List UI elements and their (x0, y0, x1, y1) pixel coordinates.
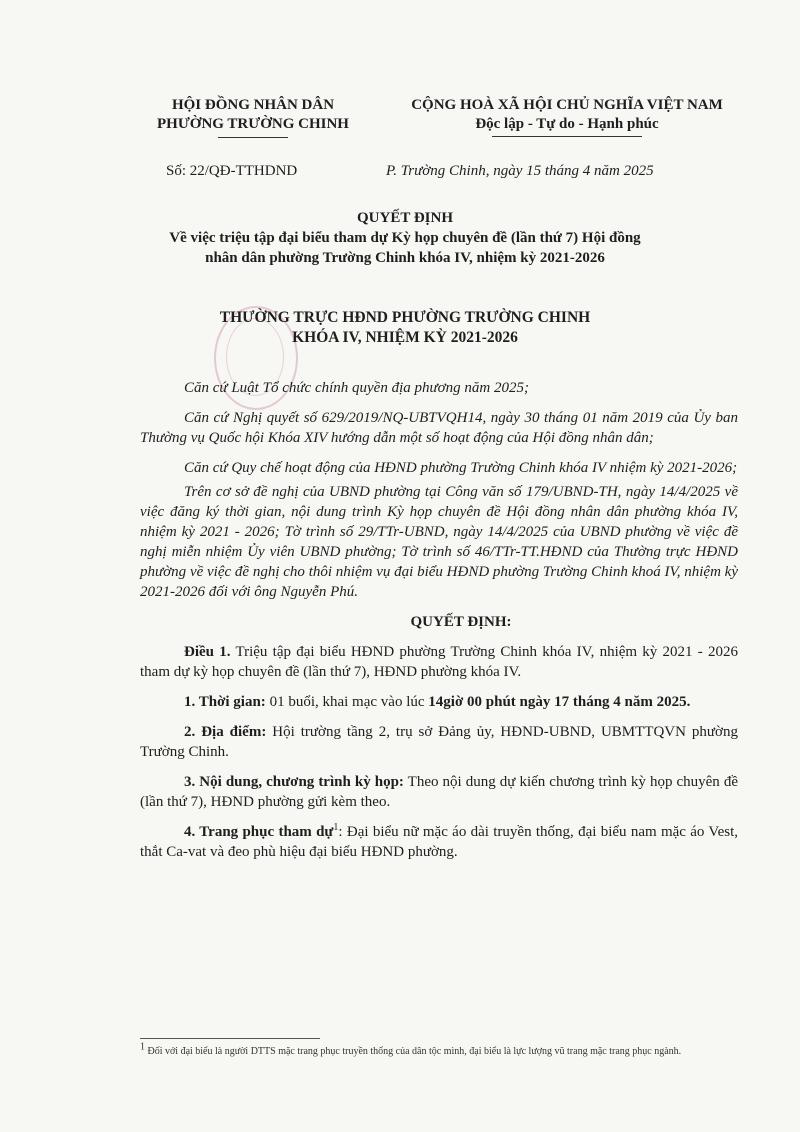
footnote-text: Đối với đại biểu là người DTTS mặc trang phục truyền thống của dân tộc mình, đại biểu là lực lượng vũ trang mặc trang phục ngành. (145, 1046, 682, 1057)
item-time-bold: 14giờ 00 phút ngày 17 tháng 4 năm 2025. (428, 694, 691, 710)
issuing-agency-header (128, 96, 378, 138)
item-place-text: Hội trường tầng 2, trụ sở Đảng ủy, HĐND-UBND, UBMTTQVN phường Trường Chinh. (140, 724, 738, 760)
item-attire-label: 4. Trang phục tham dự (184, 824, 334, 840)
article-1 (140, 642, 738, 682)
place-and-date: P. Trường Chinh, ngày 15 tháng 4 năm 2025 (386, 163, 654, 179)
footnote (140, 1041, 740, 1059)
item-place (140, 722, 738, 762)
issuer-authority (60, 308, 750, 348)
footnote-ref: 1 (333, 822, 339, 833)
motto-underline (492, 136, 642, 137)
decision-heading: QUYẾT ĐỊNH: (410, 614, 512, 630)
article-1-text: Triệu tập đại biểu HĐND phường Trường Chinh khóa IV, nhiệm kỳ 2021 - 2026 tham dự kỳ họp chuyên đề (lần thứ 7), HĐND phường khóa IV. (140, 644, 739, 680)
agency-name-line2: PHƯỜNG TRƯỜNG CHINH (157, 116, 349, 132)
legal-basis-3: Căn cứ Quy chế hoạt động của HĐND phường Trường Chinh khóa IV nhiệm kỳ 2021-2026; (184, 460, 738, 476)
legal-basis-2: Căn cứ Nghị quyết số 629/2019/NQ-UBTVQH14, ngày 30 tháng 01 năm 2019 của Ủy ban Thường vụ Quốc hội Khóa XIV hướng dẫn một số hoạt động của Hội đồng nhân dân; (140, 410, 738, 446)
agency-underline (218, 137, 288, 138)
legal-basis-4: Trên cơ sở đề nghị của UBND phường tại Công văn số 179/UBND-TH, ngày 14/4/2025 về việc đăng ký thời gian, nội dung trình Kỳ họp chuyên đề Hội đồng nhân dân phường khóa IV, nhiệm kỳ 2021 - 2026; Tờ trình số 29/TTr-UBND, ngày 14/4/2025 của UBND phường về việc đề nghị miễn nhiệm Ủy viên UBND phường; Tờ trình số 46/TTr-TT.HĐND của Thường trực HĐND phường về việc đề nghị cho thôi nhiệm vụ đại biểu HĐND phường Trường Chinh khoá IV, nhiệm kỳ 2021-2026 đối với ông Nguyễn Phú. (140, 484, 738, 600)
national-motto: Độc lập - Tự do - Hạnh phúc (475, 116, 659, 132)
item-time-label: 1. Thời gian: (184, 694, 266, 710)
footnote-marker: 1 (140, 1041, 145, 1053)
national-title-header (372, 96, 762, 137)
document-number: Số: 22/QĐ-TTHDND (166, 163, 298, 179)
item-attire-text: : Đại biểu nữ mặc áo dài truyền thống, đại biểu nam mặc áo Vest, thắt Ca-vat và đeo phù hiệu đại biểu HĐND phường. (140, 824, 738, 860)
item-content-text: Theo nội dung dự kiến chương trình kỳ họp chuyên đề (lần thứ 7), HĐND phường gửi kèm theo. (140, 774, 739, 810)
item-attire (140, 822, 738, 862)
national-title: CỘNG HOÀ XÃ HỘI CHỦ NGHĨA VIỆT NAM (411, 97, 723, 113)
article-1-label: Điều 1. (184, 644, 231, 660)
item-time-text: 01 buổi, khai mạc vào lúc (265, 694, 429, 710)
legal-basis-1: Căn cứ Luật Tổ chức chính quyền địa phương năm 2025; (184, 380, 530, 396)
decision-title-heading: QUYẾT ĐỊNH (357, 210, 453, 226)
item-content-label: 3. Nội dung, chương trình kỳ họp: (184, 774, 404, 790)
decision-subject-line1: Về việc triệu tập đại biểu tham dự Kỳ họp chuyên đề (lần thứ 7) Hội đồng (169, 230, 641, 246)
item-place-label: 2. Địa điểm: (184, 724, 267, 740)
decision-subject-line2: nhân dân phường Trường Chinh khóa IV, nhiệm kỳ 2021-2026 (205, 250, 605, 266)
issuer-line2: KHÓA IV, NHIỆM KỲ 2021-2026 (292, 329, 518, 346)
item-content (140, 772, 738, 812)
footnote-divider (140, 1038, 320, 1039)
decision-body (140, 378, 738, 872)
decision-title (60, 208, 750, 268)
item-time (140, 692, 738, 712)
issuer-line1: THƯỜNG TRỰC HĐND PHƯỜNG TRƯỜNG CHINH (219, 309, 591, 326)
agency-name-line1: HỘI ĐỒNG NHÂN DÂN (171, 97, 335, 113)
